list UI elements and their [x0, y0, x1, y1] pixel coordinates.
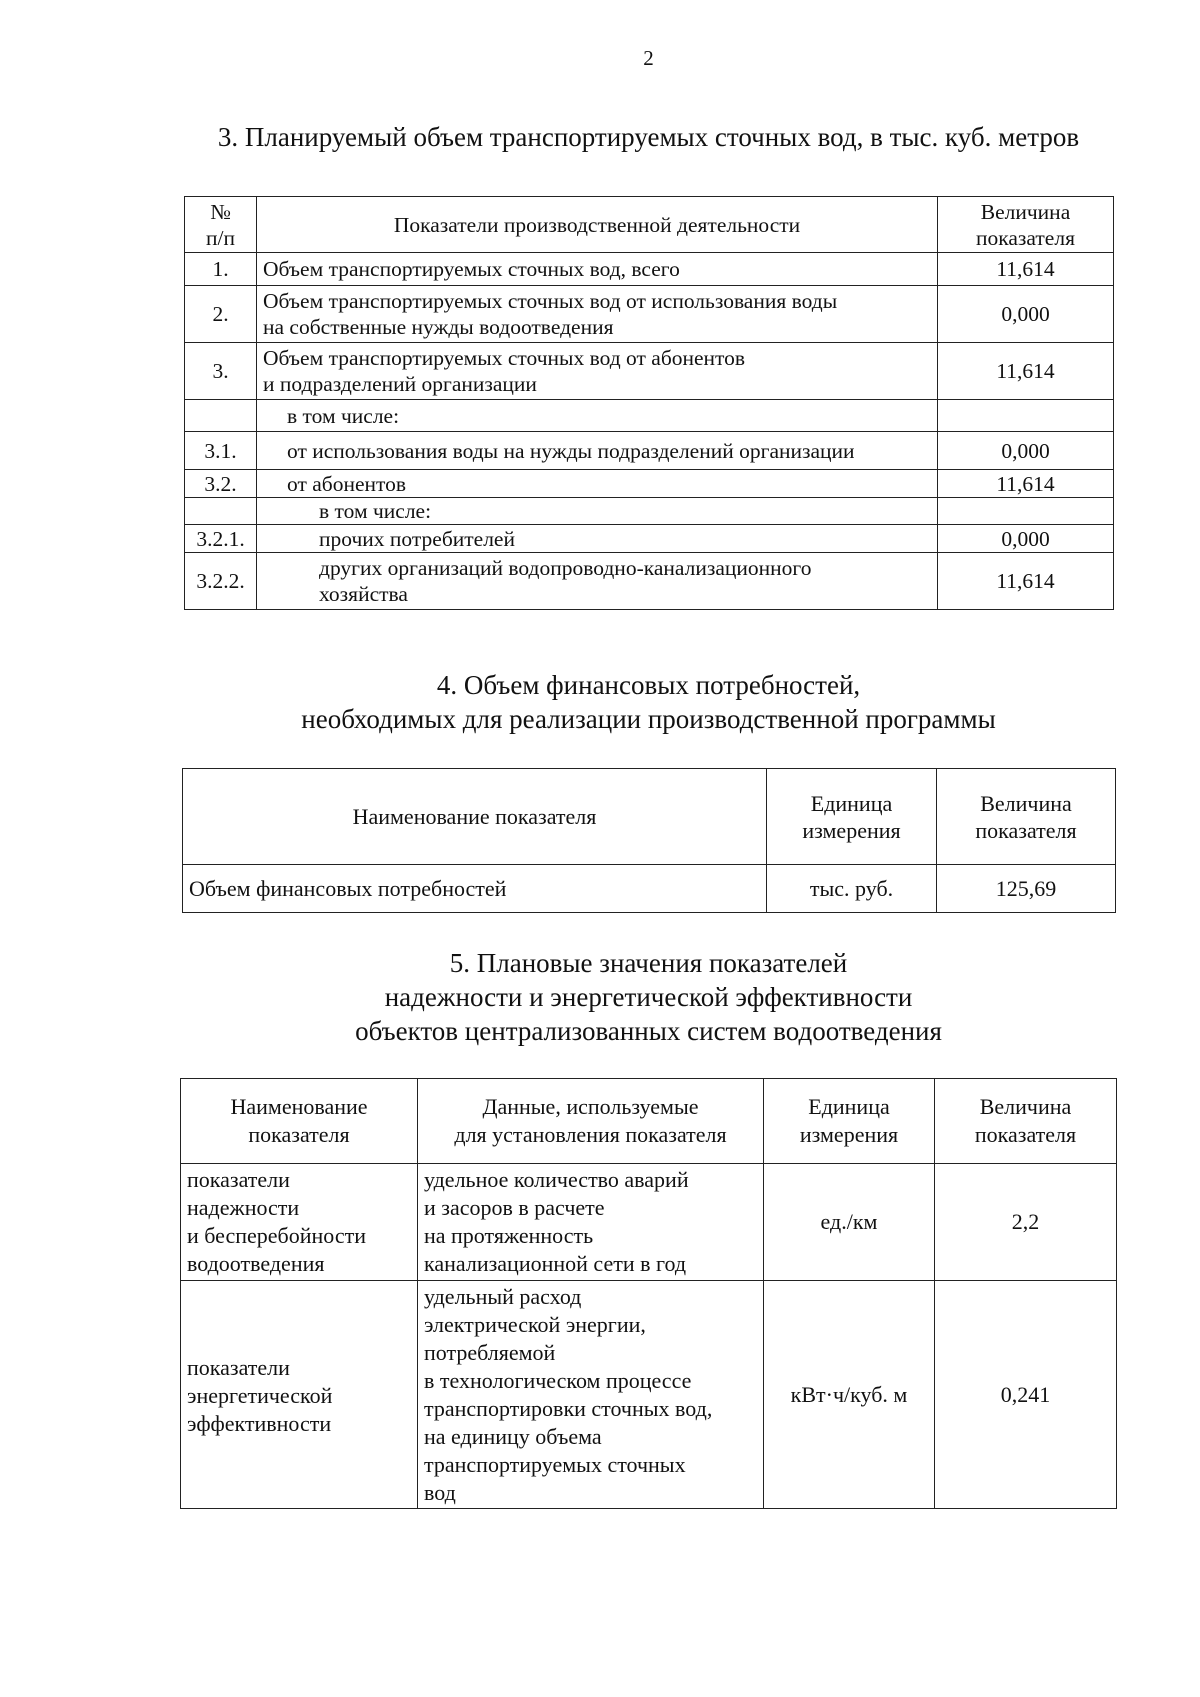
section5-title: 5. Плановые значения показателей надежности и энергетической эффективности объектов централизованных систем водоотведения	[355, 948, 942, 1046]
row-value: 0,000	[938, 432, 1114, 470]
row-value: 0,000	[938, 525, 1114, 553]
table-row	[185, 253, 1114, 286]
row-number: 3.1.	[185, 432, 257, 470]
table-row	[185, 525, 1114, 553]
row-unit: ед./км	[764, 1164, 935, 1281]
col-header-indicator: Показатели производственной деятельности	[257, 197, 938, 253]
row-indicator: Объем транспортируемых сточных вод от абонентов и подразделений организации	[257, 343, 938, 400]
row-indicator: от абонентов	[257, 470, 938, 498]
row-name: показатели энергетической эффективности	[181, 1281, 418, 1509]
row-value: 125,69	[937, 865, 1116, 913]
row-number: 2.	[185, 286, 257, 343]
row-number: 3.2.1.	[185, 525, 257, 553]
col-header-name: Наименование показателя	[181, 1079, 418, 1164]
row-value: 11,614	[938, 553, 1114, 610]
table-header-row	[181, 1079, 1117, 1164]
col-header-number: № п/п	[185, 197, 257, 253]
financial-needs-table	[182, 768, 1116, 913]
table-row	[185, 470, 1114, 498]
row-indicator: от использования воды на нужды подразделений организации	[257, 432, 938, 470]
table-row	[185, 498, 1114, 525]
table-row	[185, 343, 1114, 400]
row-value	[938, 400, 1114, 432]
row-number: 3.2.2.	[185, 553, 257, 610]
row-value	[938, 498, 1114, 525]
table-row	[181, 1164, 1117, 1281]
table-row	[181, 1281, 1117, 1509]
row-indicator: других организаций водопроводно-канализационного хозяйства	[257, 553, 938, 610]
row-value: 11,614	[938, 253, 1114, 286]
row-unit: кВт·ч/куб. м	[764, 1281, 935, 1509]
transport-volume-table	[184, 196, 1114, 610]
table-row	[185, 553, 1114, 610]
row-value: 0,000	[938, 286, 1114, 343]
row-number	[185, 498, 257, 525]
row-indicator: Объем транспортируемых сточных вод от использования воды на собственные нужды водоотведения	[257, 286, 938, 343]
row-data: удельное количество аварий и засоров в расчете на протяженность канализационной сети в год	[418, 1164, 764, 1281]
row-indicator: в том числе:	[257, 498, 938, 525]
row-name: Объем финансовых потребностей	[183, 865, 767, 913]
row-data: удельный расход электрической энергии, потребляемой в технологическом процессе транспортировки сточных вод, на единицу объема транспортируемых сточных вод	[418, 1281, 764, 1509]
row-indicator: в том числе:	[257, 400, 938, 432]
reliability-efficiency-table	[180, 1078, 1117, 1509]
section4-title: 4. Объем финансовых потребностей, необходимых для реализации производственной программы	[301, 670, 996, 734]
table-header-row	[185, 197, 1114, 253]
row-value: 11,614	[938, 470, 1114, 498]
table-row	[185, 400, 1114, 432]
row-indicator: прочих потребителей	[257, 525, 938, 553]
col-header-unit: Единица измерения	[767, 769, 937, 865]
row-number: 1.	[185, 253, 257, 286]
col-header-value: Величина показателя	[938, 197, 1114, 253]
row-number: 3.2.	[185, 470, 257, 498]
row-number	[185, 400, 257, 432]
table-row	[185, 432, 1114, 470]
row-value: 0,241	[935, 1281, 1117, 1509]
col-header-unit: Единица измерения	[764, 1079, 935, 1164]
row-value: 2,2	[935, 1164, 1117, 1281]
col-header-value: Величина показателя	[937, 769, 1116, 865]
row-value: 11,614	[938, 343, 1114, 400]
table-row	[183, 865, 1116, 913]
row-indicator: Объем транспортируемых сточных вод, всего	[257, 253, 938, 286]
page-number: 2	[643, 46, 654, 70]
row-number: 3.	[185, 343, 257, 400]
table-row	[185, 286, 1114, 343]
table-header-row	[183, 769, 1116, 865]
col-header-data: Данные, используемые для установления показателя	[418, 1079, 764, 1164]
row-name: показатели надежности и бесперебойности водоотведения	[181, 1164, 418, 1281]
section3-title: 3. Планируемый объем транспортируемых сточных вод, в тыс. куб. метров	[217, 122, 1080, 152]
col-header-name: Наименование показателя	[183, 769, 767, 865]
row-unit: тыс. руб.	[767, 865, 937, 913]
col-header-value: Величина показателя	[935, 1079, 1117, 1164]
